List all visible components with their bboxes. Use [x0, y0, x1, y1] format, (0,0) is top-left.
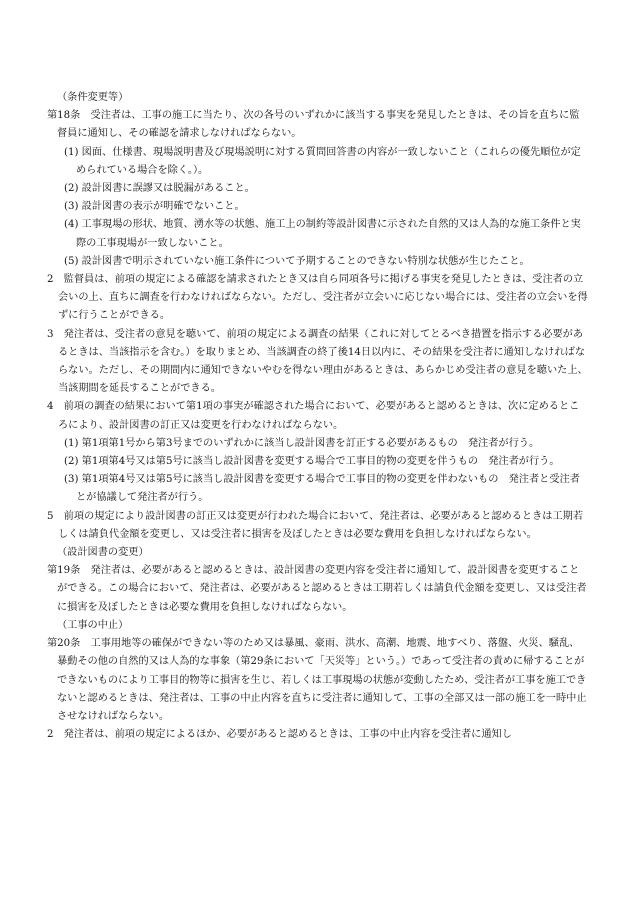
article-18-item-4: (4) 工事現場の形状、地質、湧水等の状態、施工上の制約等設計図書に示された自然的又は人為的な施工条件と実際の工事現場が一致しないこと。 — [64, 219, 581, 249]
article-18-item-2: (2) 設計図書に誤謬又は脱漏があること。 — [64, 183, 255, 195]
section-heading: （工事の中止） — [57, 619, 129, 631]
article-18-paragraph-5: 5 前項の規定により設計図書の訂正又は変更が行われた場合において、発注者は、必要があると認めるときは工期若しくは請負代金額を変更し、又は受注者に損害を及ぼしたときは必要な費用を負担しなければならない。 — [47, 510, 584, 540]
article-18-paragraph-4: 4 前項の調査の結果において第1項の事実が確認された場合において、必要があると認めるときは、次に定めるところにより、設計図書の訂正又は変更を行わなければならない。 — [47, 401, 580, 431]
article-18-paragraph-4-item-2: (2) 第1項第4号又は第5号に該当し設計図書を変更する場合で工事目的物の変更を伴うもの 発注者が行う。 — [64, 456, 560, 468]
article-18-paragraph-4-item-1: (1) 第1項第1号から第3号までのいずれかに該当し設計図書を訂正する必要があるもの 発注者が行う。 — [64, 437, 540, 449]
article-18-paragraph-2: 2 監督員は、前項の規定による確認を請求されたとき又は自ら同項各号に掲げる事実を発見したときは、受注者の立会いの上、直ちに調査を行わなければならない。ただし、受注者が立会いに応じない場合には、受注者の立会いを得ずに行うことができる。 — [47, 274, 588, 322]
article-20-paragraph-2: 2 発注者は、前項の規定によるほか、必要があると認めるときは、工事の中止内容を受注者に通知し — [47, 729, 512, 741]
article-18-paragraph-1: 第18条 受注者は、工事の施工に当たり、次の各号のいずれかに該当する事実を発見したときは、その旨を直ちに監督員に通知し、その確認を請求しなければならない。 — [47, 110, 580, 140]
section-heading: （条件変更等） — [57, 92, 129, 103]
article-18-item-1: (1) 図面、仕様書、現場説明書及び現場説明に対する質問回答書の内容が一致しないこと（これらの優先順位が定められている場合を除く。）。 — [64, 146, 581, 176]
article-18-item-5: (5) 設計図書で明示されていない施工条件について予期することのできない特別な状態が生じたこと。 — [64, 255, 530, 267]
section-heading: （設計図書の変更） — [57, 547, 149, 559]
article-18-paragraph-4-item-3: (3) 第1項第4号又は第5号に該当し設計図書を変更する場合で工事目的物の変更を伴わないもの 発注者と受注者とが協議して発注者が行う。 — [64, 474, 580, 504]
article-18-item-3: (3) 設計図書の表示が明確でないこと。 — [64, 201, 245, 213]
article-20-paragraph-1: 第20条 工事用地等の確保ができない等のため又は暴風、豪雨、洪水、高潮、地震、地すべり、落盤、火災、騒乱、暴動その他の自然的又は人為的な事象（第29条において「天災等」という。）であって受注者の責めに帰することができないものにより工事目的物等に損害を生じ、若しくは工事現場の状態が変動したため、受注者が工事を施工できないと認めるときは、発注者は、工事の中止内容を直ちに受注者に通知して、工事の全部又は一部の施工を一時中止させなければならない。 — [47, 638, 587, 722]
article-18-paragraph-3: 3 発注者は、受注者の意見を聴いて、前項の規定による調査の結果（これに対してとるべき措置を指示する必要があるときは、当該指示を含む。）を取りまとめ、当該調査の終了後14日以内に、その結果を受注者に通知しなければならない。ただし、その期間内に通知できないやむを得ない理由があるときは、あらかじめ受注者の意見を聴いた上、当該期間を延長することができる。 — [47, 328, 588, 395]
article-19-paragraph-1: 第19条 発注者は、必要があると認めるときは、設計図書の変更内容を受注者に通知して、設計図書を変更することができる。この場合において、発注者は、必要があると認めるときは工期若しくは請負代金額を変更し、又は受注者に損害を及ぼしたときは必要な費用を負担しなければならない。 — [47, 565, 587, 613]
